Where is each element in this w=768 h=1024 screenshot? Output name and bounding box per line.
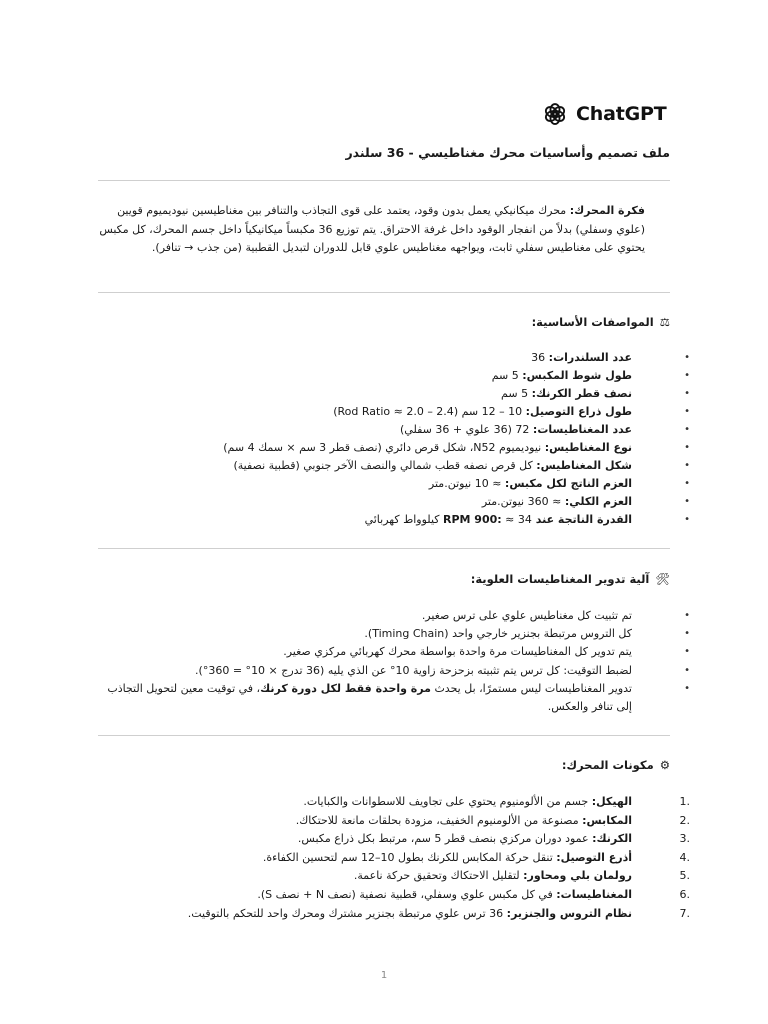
list-item	[98, 812, 690, 831]
specs-list	[98, 349, 670, 529]
list-item	[98, 643, 670, 661]
spec-value: ≈ 34 كيلوواط كهربائي	[364, 513, 532, 526]
specs-section-title	[98, 315, 670, 329]
list-item	[98, 457, 670, 475]
list-item	[98, 625, 670, 643]
component-value: 36 ترس علوي مرتبطة بجنزير مشترك ومحرك واحد للتحكم بالتوقيت.	[187, 906, 507, 920]
divider	[98, 548, 670, 549]
gear-icon: ⚙	[659, 758, 670, 772]
list-item	[98, 830, 690, 849]
spec-label: طول شوط المكبس:	[522, 369, 632, 382]
brand-name: ChatGPT	[576, 103, 667, 125]
spec-label: عدد المغناطيسات:	[532, 423, 632, 436]
item-text: تدوير المغناطيسات ليس مستمرًا، بل يحدث	[430, 681, 632, 695]
specs-title-text: المواصفات الأساسية:	[531, 315, 654, 329]
scale-icon: ⚖	[659, 315, 670, 329]
list-item	[98, 385, 670, 403]
component-value: مصنوعة من الألومنيوم الخفيف، مزودة بحلقات مانعة للاحتكاك.	[295, 813, 583, 827]
tools-icon: 🛠	[655, 572, 670, 586]
component-label: المغناطيسات:	[556, 887, 632, 901]
component-label: نظام التروس والجنزير:	[506, 906, 632, 920]
chatgpt-logo	[542, 100, 672, 128]
spec-label: العزم الكلي:	[564, 495, 632, 508]
rotation-title-text: آلية تدوير المغناطيسات العلوية:	[470, 572, 650, 586]
item-number: 5.	[679, 869, 690, 883]
spec-value: كل قرص نصفه قطب شمالي والنصف الآخر جنوبي (قطبية نصفية)	[233, 459, 537, 472]
list-item	[98, 421, 670, 439]
document-title: ملف تصميم وأساسيات محرك مغناطيسي - 36 سلندر	[345, 145, 670, 160]
rotation-section-title	[98, 572, 670, 586]
item-text: يتم تدوير كل المغناطيسات مرة واحدة بواسطة محرك كهربائي مركزي صغير.	[283, 645, 632, 659]
spec-label: شكل المغناطيس:	[536, 459, 632, 472]
item-emphasis: مرة واحدة فقط لكل دورة كرنك	[260, 681, 431, 695]
spec-value: 5 سم	[491, 369, 523, 382]
component-value: عمود دوران مركزي بنصف قطر 5 سم، مرتبط بكل ذراع مكبس.	[297, 832, 593, 846]
spec-label: نوع المغناطيس:	[544, 441, 632, 454]
spec-label: العزم الناتج لكل مكبس:	[504, 477, 632, 490]
spec-value: نيوديميوم N52، شكل قرص دائري (نصف قطر 3 سم × سمك 4 سم)	[223, 441, 545, 454]
list-item	[98, 349, 670, 367]
item-text: لضبط التوقيت: كل ترس يتم تثبيته بزحزحة زاوية 10° عن الذي يليه (36 تدرج × 10° = 360°).	[195, 663, 632, 677]
list-item	[98, 793, 690, 812]
component-value: في كل مكبس علوي وسفلي، قطبية نصفية (نصف N + نصف S).	[257, 887, 557, 901]
spec-label: طول ذراع التوصيل:	[525, 405, 632, 418]
list-item	[98, 886, 690, 905]
component-label: المكابس:	[582, 813, 632, 827]
list-item	[98, 662, 670, 680]
list-item	[98, 849, 690, 868]
list-item	[98, 493, 670, 511]
list-item	[98, 475, 670, 493]
page-number: 1	[380, 970, 388, 981]
spec-value: 5 سم	[501, 387, 532, 400]
item-text: كل التروس مرتبطة بجنزير خارجي واحد (Timing Chain).	[364, 627, 632, 641]
spec-label: نصف قطر الكرنك:	[531, 387, 632, 400]
item-number: 1.	[679, 795, 690, 808]
item-text-tail: ، في توقيت معين لتحويل التجاذب إلى تنافر والعكس.	[107, 681, 632, 714]
components-list	[98, 793, 690, 923]
component-label: الكرنك:	[592, 832, 632, 846]
item-text: تم تثبيت كل مغناطيس علوي على ترس صغير.	[421, 609, 632, 622]
list-item	[98, 367, 670, 385]
list-item	[98, 511, 670, 529]
rotation-list	[98, 607, 670, 716]
engine-idea-paragraph	[98, 202, 670, 258]
component-value: تنقل حركة المكابس للكرنك بطول 10–12 سم لتحسين الكفاءة.	[262, 850, 557, 864]
spec-label: عدد السلندرات:	[548, 351, 632, 364]
divider	[98, 735, 670, 736]
component-label: أذرع التوصيل:	[556, 850, 632, 864]
list-item	[98, 905, 690, 924]
list-item	[98, 607, 670, 625]
item-number: 7.	[679, 906, 690, 920]
spec-value: 72 (36 علوي + 36 سفلي)	[400, 423, 533, 436]
item-number: 4.	[679, 850, 690, 864]
list-item	[98, 867, 690, 886]
item-number: 2.	[679, 813, 690, 827]
component-label: الهيكل:	[591, 795, 632, 808]
list-item	[98, 403, 670, 421]
component-value: لتقليل الاحتكاك وتحقيق حركة ناعمة.	[353, 869, 524, 883]
spec-value: 10 – 12 سم (Rod Ratio ≈ 2.0 – 2.4)	[333, 405, 526, 418]
item-number: 3.	[679, 832, 690, 846]
component-label: رولمان بلي ومحاور:	[523, 869, 632, 883]
components-section-title	[98, 758, 670, 772]
idea-text: محرك ميكانيكي يعمل بدون وقود، يعتمد على قوى التجاذب والتنافر بين مغناطيسين نيوديميوم قويين (علوي وسفلي) بدلاً من انفجار الوقود داخل غرفة الاحتراق. يتم توزيع 36 مكبساً ميكانيكياً داخل جسم المحرك، كل مكبس يحتوي على مغناطيس سفلي ثابت، ويواجهه مغناطيس علوي قابل للدوران لتبديل القطبية (من جذب → تنافر).	[99, 204, 645, 254]
spec-value: 36	[531, 351, 549, 364]
list-item	[98, 439, 670, 457]
spec-value: ≈ 360 نيوتن.متر	[481, 495, 565, 508]
spec-value: ≈ 10 نيوتن.متر	[428, 477, 505, 490]
spec-label: القدرة الناتجة عند RPM 900:	[443, 513, 632, 526]
components-title-text: مكونات المحرك:	[561, 758, 654, 772]
divider	[98, 180, 670, 181]
list-item	[98, 680, 670, 716]
component-value: جسم من الألومنيوم يحتوي على تجاويف للاسطوانات والكبايات.	[303, 795, 592, 808]
openai-knot-icon	[542, 101, 568, 127]
divider	[98, 292, 670, 293]
idea-label: فكرة المحرك:	[569, 204, 645, 217]
item-number: 6.	[679, 887, 690, 901]
